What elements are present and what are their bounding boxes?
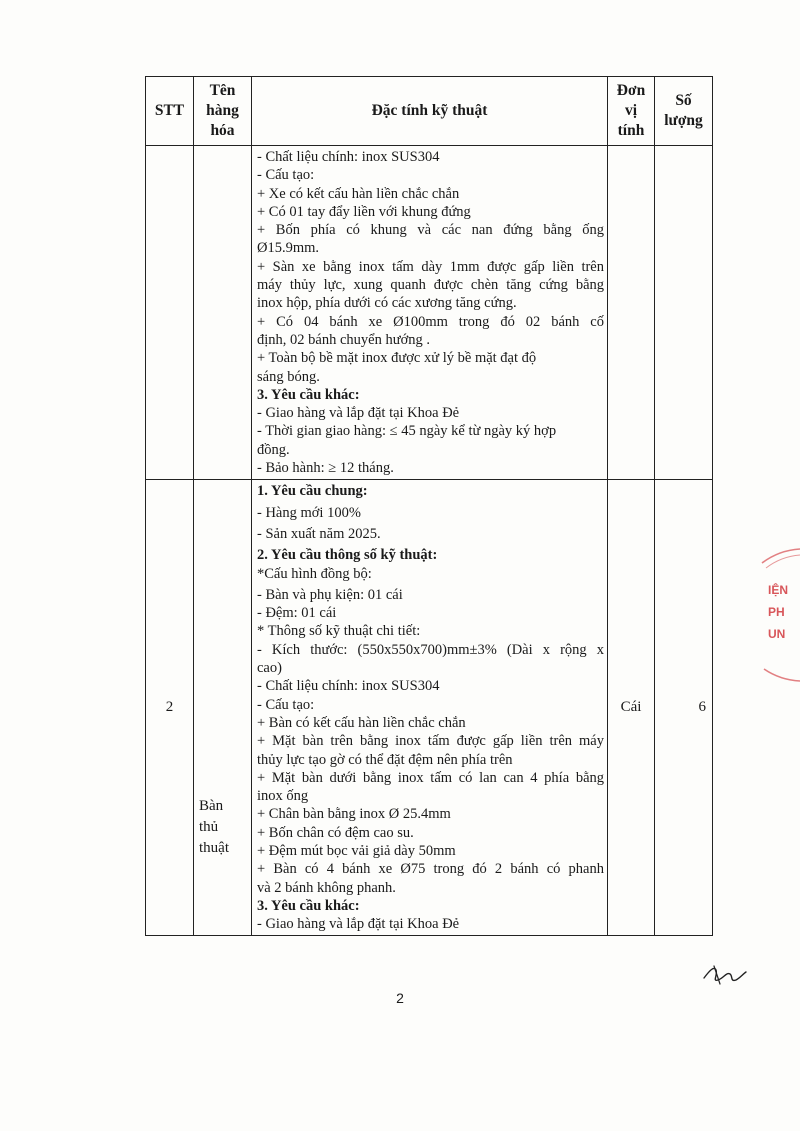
header-unit: Đơn vị tính	[608, 77, 655, 146]
spec-line: + Bốn chân có đệm cao su.	[257, 824, 414, 841]
page-number: 2	[396, 990, 404, 1006]
spec-table	[145, 76, 713, 936]
signature-icon	[700, 960, 748, 988]
cell-qty: 6	[655, 480, 713, 936]
spec-line: và 2 bánh không phanh.	[257, 879, 396, 896]
cell-unit	[608, 146, 655, 480]
spec-line: + Bàn có 4 bánh xe Ø75 trong đó 2 bánh có phanh	[257, 861, 604, 878]
spec-line: thủy lực tạo gờ có thể đặt đệm nên phía trên	[257, 751, 513, 768]
cell-name	[194, 480, 252, 936]
spec-line: + Mặt bàn dưới bằng inox tấm có lan can 4 phía bằng	[257, 769, 604, 786]
spec-line: - Bảo hành: ≥ 12 tháng.	[257, 460, 394, 477]
cell-spec	[252, 480, 608, 936]
spec-line: - Chất liệu chính: inox SUS304	[257, 678, 440, 695]
header-name: Tên hàng hóa	[194, 77, 252, 146]
spec-line: + Toàn bộ bề mặt inox được xử lý bề mặt đạt độ	[257, 350, 537, 367]
item-name: Bàn thủ thuật	[199, 798, 229, 857]
header-spec: Đặc tính kỹ thuật	[252, 77, 608, 146]
spec-line: inox hộp, phía dưới có các xương tăng cứng.	[257, 295, 517, 312]
spec-line: đồng.	[257, 441, 290, 458]
header-stt: STT	[146, 77, 194, 146]
spec-line: + Đệm mút bọc vải giả dày 50mm	[257, 842, 456, 859]
spec-line: - Giao hàng và lắp đặt tại Khoa Đẻ	[257, 405, 460, 422]
spec-line: *Cấu hình đồng bộ:	[257, 565, 372, 582]
cell-unit: Cái	[608, 480, 655, 936]
spec-line: cao)	[257, 660, 282, 677]
spec-line: - Cấu tạo:	[257, 167, 315, 184]
table-row-2	[146, 480, 713, 936]
spec-line: - Thời gian giao hàng: ≤ 45 ngày kể từ ngày ký hợp	[257, 423, 557, 440]
stamp-fragment: IỆN PH UN	[760, 545, 800, 685]
spec-line: máy thủy lực, xung quanh được chèn tăng cứng bằng	[257, 277, 604, 294]
spec-line: inox ống	[257, 788, 309, 805]
spec-heading: 3. Yêu cầu khác:	[257, 386, 360, 403]
spec-line: + Bàn có kết cấu hàn liền chắc chắn	[257, 714, 466, 731]
spec-heading: 1. Yêu cầu chung:	[257, 483, 368, 500]
spec-line: + Sàn xe bằng inox tấm dày 1mm được gấp liền trên	[257, 258, 604, 275]
spec-line: - Hàng mới 100%	[257, 504, 361, 521]
header-row	[146, 77, 713, 146]
cell-stt: 2	[146, 480, 194, 936]
spec-line: * Thông số kỹ thuật chi tiết:	[257, 623, 421, 640]
spec-line: Ø15.9mm.	[257, 240, 320, 257]
spec-heading: 3. Yêu cầu khác:	[257, 897, 360, 914]
spec-line: - Sản xuất năm 2025.	[257, 525, 381, 542]
spec-line: - Kích thước: (550x550x700)mm±3% (Dài x rộng x	[257, 641, 604, 658]
spec-line: + Chân bàn bằng inox Ø 25.4mm	[257, 806, 451, 823]
cell-name	[194, 146, 252, 480]
header-qty: Số lượng	[655, 77, 713, 146]
spec-line: định, 02 bánh chuyển hướng .	[257, 331, 430, 348]
spec-line: + Mặt bàn trên bằng inox tấm được gấp liền trên máy	[257, 733, 604, 750]
spec-line: sáng bóng.	[257, 368, 320, 385]
spec-heading: 2. Yêu cầu thông số kỹ thuật:	[257, 547, 438, 564]
spec-line: + Xe có kết cấu hàn liền chắc chắn	[257, 185, 460, 202]
table-row-continued	[146, 146, 713, 480]
spec-line: - Chất liệu chính: inox SUS304	[257, 149, 440, 165]
cell-stt	[146, 146, 194, 480]
spec-line: - Bàn và phụ kiện: 01 cái	[257, 586, 403, 603]
cell-qty	[655, 146, 713, 480]
spec-line: + Có 01 tay đẩy liền với khung đứng	[257, 203, 471, 220]
spec-line: - Đệm: 01 cái	[257, 605, 337, 622]
spec-line: - Giao hàng và lắp đặt tại Khoa Đẻ	[257, 916, 460, 933]
spec-line: + Có 04 bánh xe Ø100mm trong đó 02 bánh cố	[257, 313, 604, 330]
cell-spec	[252, 146, 608, 480]
spec-line: + Bốn phía có khung và các nan đứng bằng ống	[257, 222, 604, 239]
spec-line: - Cấu tạo:	[257, 696, 315, 713]
